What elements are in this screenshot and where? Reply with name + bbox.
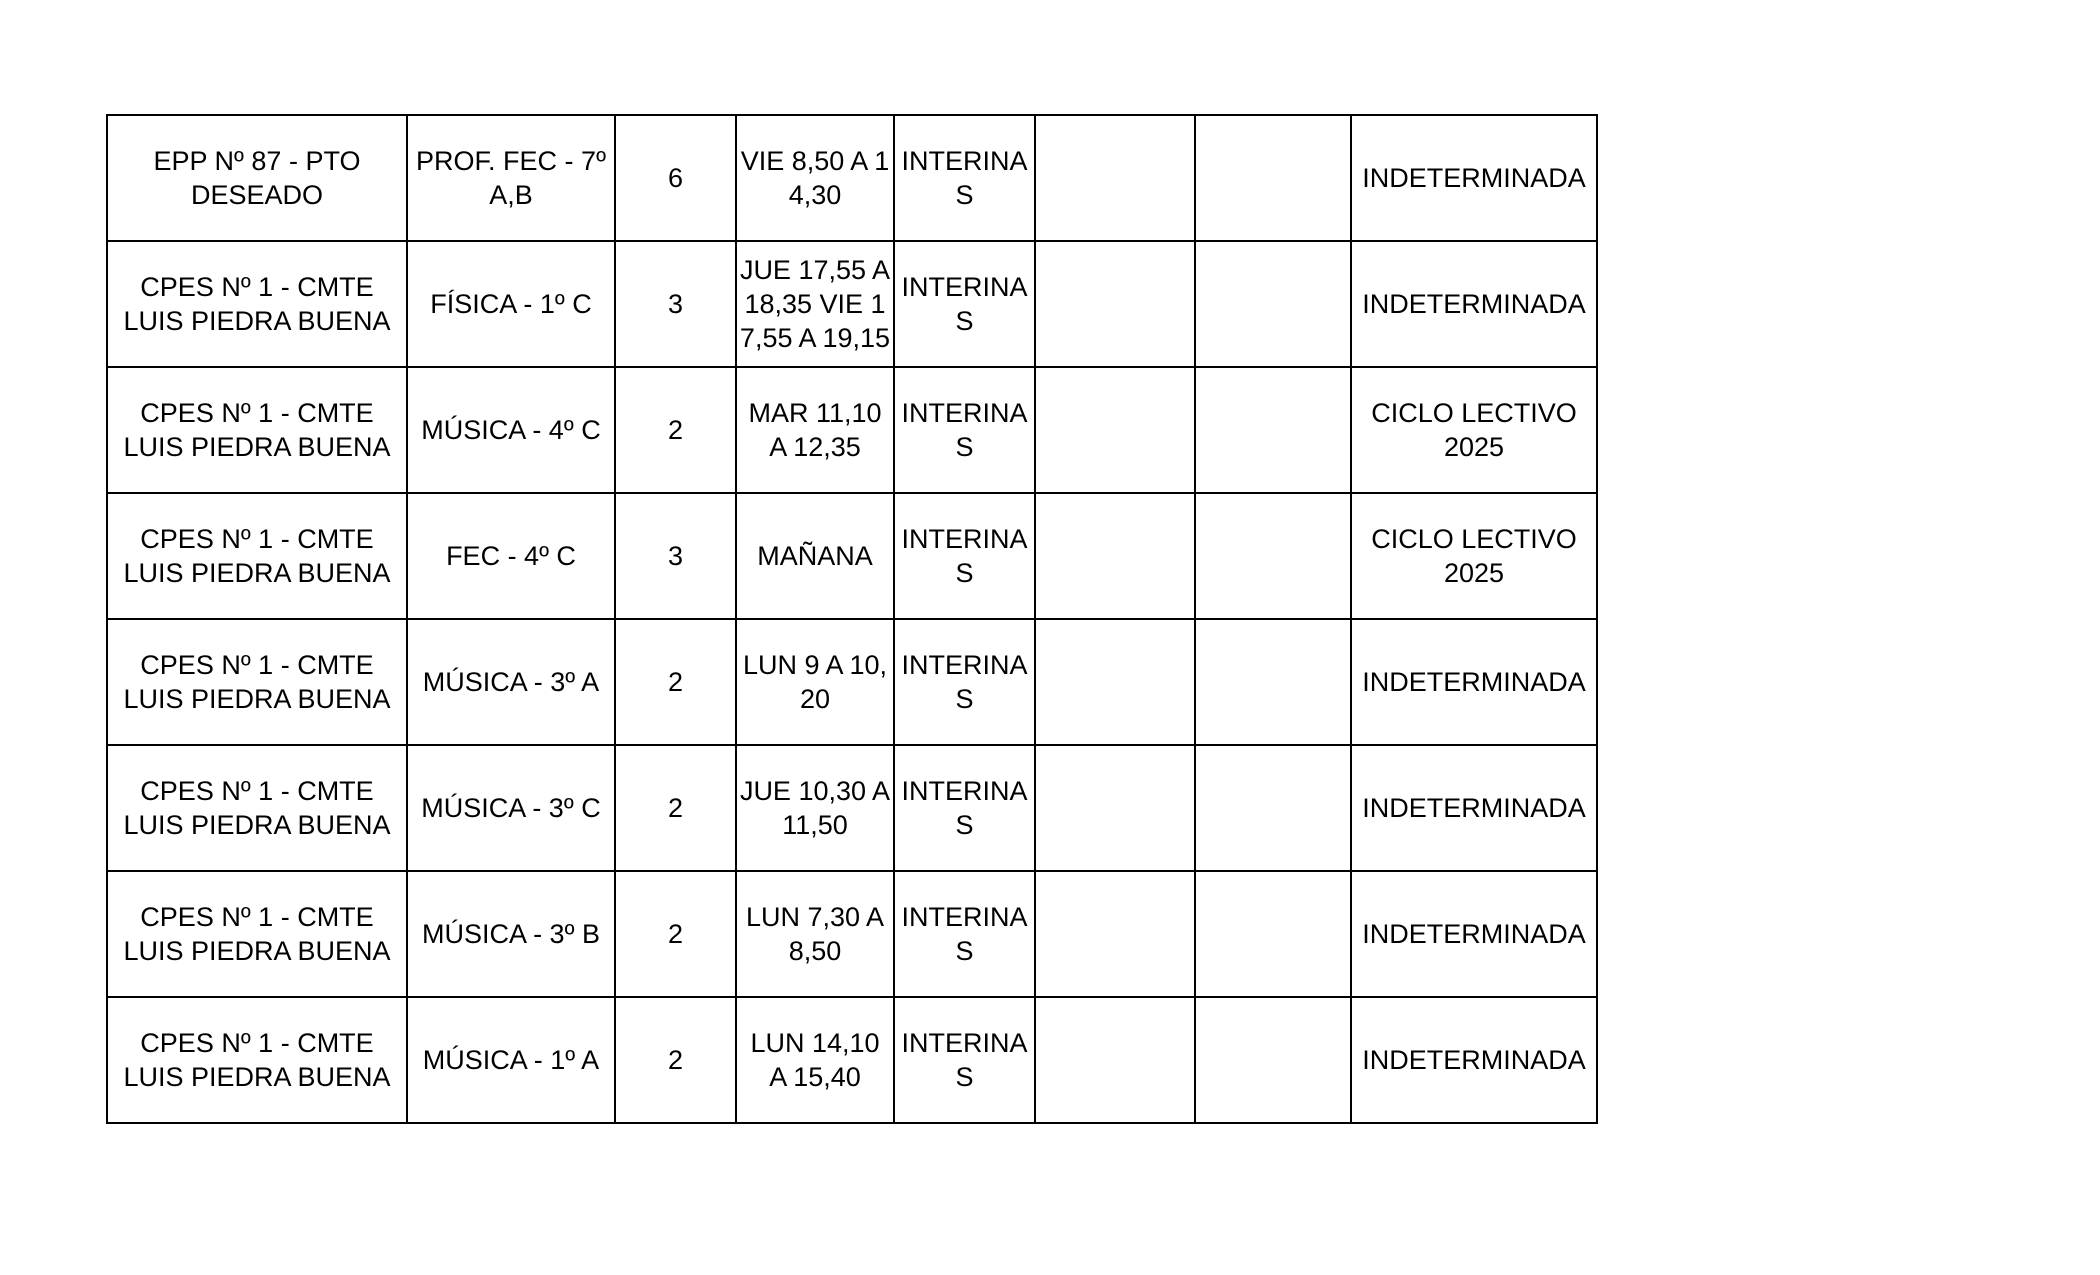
school-cell: CPES Nº 1 - CMTE LUIS PIEDRA BUENA [107, 997, 407, 1123]
duration-cell: INDETERMINADA [1351, 619, 1597, 745]
empty-cell [1195, 115, 1351, 241]
table-row [107, 241, 1597, 367]
empty-cell [1035, 493, 1195, 619]
status-cell: INTERINAS [894, 871, 1035, 997]
empty-cell [1195, 745, 1351, 871]
status-cell: INTERINAS [894, 745, 1035, 871]
schedule-cell: JUE 17,55 A 18,35 VIE 17,55 A 19,15 [736, 241, 894, 367]
empty-cell [1195, 493, 1351, 619]
schedule-cell: JUE 10,30 A 11,50 [736, 745, 894, 871]
table-body [107, 115, 1597, 1123]
empty-cell [1195, 367, 1351, 493]
empty-cell [1195, 241, 1351, 367]
subject-cell: MÚSICA - 1º A [407, 997, 615, 1123]
hours-cell: 2 [615, 619, 736, 745]
school-cell: CPES Nº 1 - CMTE LUIS PIEDRA BUENA [107, 241, 407, 367]
empty-cell [1195, 619, 1351, 745]
empty-cell [1195, 871, 1351, 997]
vacancies-table [106, 114, 1598, 1124]
hours-cell: 2 [615, 997, 736, 1123]
school-cell: CPES Nº 1 - CMTE LUIS PIEDRA BUENA [107, 619, 407, 745]
duration-cell: INDETERMINADA [1351, 745, 1597, 871]
status-cell: INTERINAS [894, 997, 1035, 1123]
table-row [107, 745, 1597, 871]
empty-cell [1035, 241, 1195, 367]
subject-cell: PROF. FEC - 7º A,B [407, 115, 615, 241]
subject-cell: FEC - 4º C [407, 493, 615, 619]
duration-cell: INDETERMINADA [1351, 241, 1597, 367]
schedule-cell: VIE 8,50 A 14,30 [736, 115, 894, 241]
status-cell: INTERINAS [894, 619, 1035, 745]
school-cell: CPES Nº 1 - CMTE LUIS PIEDRA BUENA [107, 493, 407, 619]
schedule-cell: MAÑANA [736, 493, 894, 619]
subject-cell: MÚSICA - 3º B [407, 871, 615, 997]
school-cell: CPES Nº 1 - CMTE LUIS PIEDRA BUENA [107, 745, 407, 871]
status-cell: INTERINAS [894, 241, 1035, 367]
hours-cell: 2 [615, 745, 736, 871]
hours-cell: 2 [615, 871, 736, 997]
school-cell: CPES Nº 1 - CMTE LUIS PIEDRA BUENA [107, 367, 407, 493]
schedule-cell: LUN 9 A 10,20 [736, 619, 894, 745]
subject-cell: FÍSICA - 1º C [407, 241, 615, 367]
status-cell: INTERINAS [894, 493, 1035, 619]
hours-cell: 6 [615, 115, 736, 241]
duration-cell: INDETERMINADA [1351, 115, 1597, 241]
table-row [107, 619, 1597, 745]
school-cell: CPES Nº 1 - CMTE LUIS PIEDRA BUENA [107, 871, 407, 997]
empty-cell [1035, 871, 1195, 997]
subject-cell: MÚSICA - 3º A [407, 619, 615, 745]
duration-cell: CICLO LECTIVO 2025 [1351, 493, 1597, 619]
empty-cell [1035, 745, 1195, 871]
table-row [107, 871, 1597, 997]
duration-cell: INDETERMINADA [1351, 997, 1597, 1123]
schedule-cell: LUN 14,10 A 15,40 [736, 997, 894, 1123]
school-cell: EPP Nº 87 - PTO DESEADO [107, 115, 407, 241]
table-row [107, 997, 1597, 1123]
table-row [107, 115, 1597, 241]
table-row [107, 367, 1597, 493]
empty-cell [1035, 367, 1195, 493]
duration-cell: INDETERMINADA [1351, 871, 1597, 997]
schedule-cell: MAR 11,10 A 12,35 [736, 367, 894, 493]
empty-cell [1195, 997, 1351, 1123]
schedule-cell: LUN 7,30 A 8,50 [736, 871, 894, 997]
status-cell: INTERINAS [894, 367, 1035, 493]
empty-cell [1035, 997, 1195, 1123]
hours-cell: 3 [615, 241, 736, 367]
subject-cell: MÚSICA - 3º C [407, 745, 615, 871]
subject-cell: MÚSICA - 4º C [407, 367, 615, 493]
duration-cell: CICLO LECTIVO 2025 [1351, 367, 1597, 493]
status-cell: INTERINAS [894, 115, 1035, 241]
hours-cell: 3 [615, 493, 736, 619]
hours-cell: 2 [615, 367, 736, 493]
table-row [107, 493, 1597, 619]
empty-cell [1035, 115, 1195, 241]
empty-cell [1035, 619, 1195, 745]
